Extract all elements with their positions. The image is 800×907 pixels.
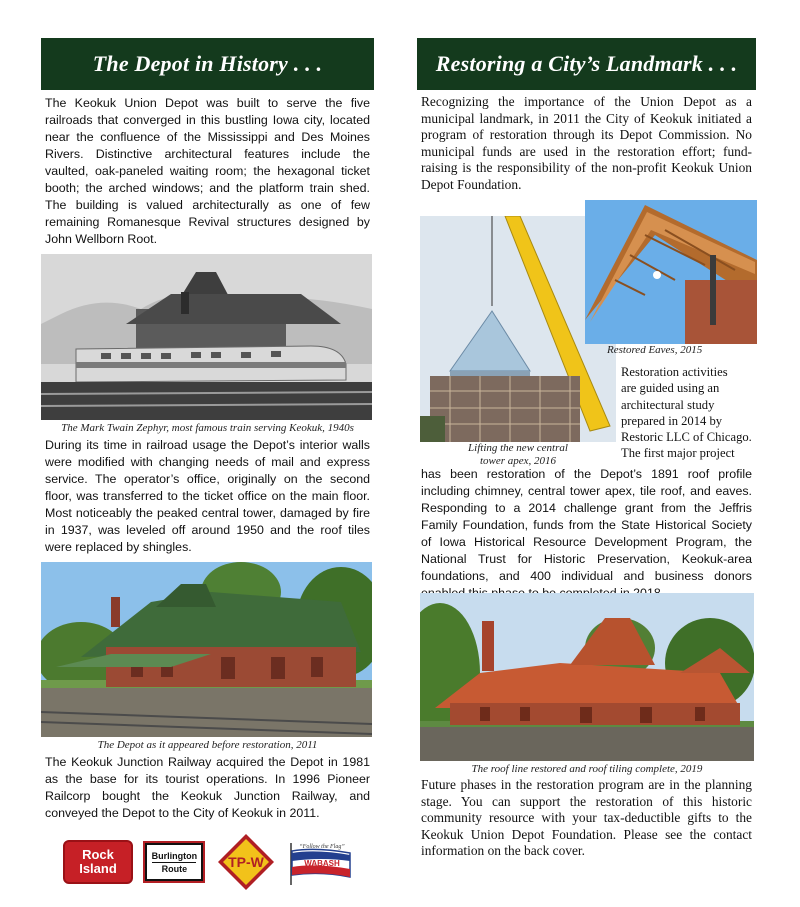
zephyr-photo-illustration <box>41 254 372 420</box>
railroad-logos <box>63 832 356 892</box>
side-text-line4: prepared in 2014 by <box>621 413 723 428</box>
rock-island-logo-line2: Island <box>79 861 117 876</box>
before-restoration-photo <box>41 562 372 737</box>
history-closing: The Keokuk Junction Railway acquired the Depot in 1981 as the base for its tourist operations. In 1996 Pioneer Railcorp bought the Keokuk Junction Railway, and conveyed the Depot to the City of Keokuk in 2011. <box>45 755 370 820</box>
side-text-line6: The first major project <box>621 446 735 461</box>
restoration-closing: Future phases in the restoration program are in the planning stage. You can support the restoration of this historic community resource with your tax-deductible gifts to the Keokuk Union Depot Foundation. Please see the contact information on the back cover. <box>421 777 752 858</box>
crane-caption-line1: Lifting the new central <box>468 442 568 454</box>
tpw-diamond-icon <box>216 832 276 892</box>
side-text-line2: are guided using an <box>621 381 720 396</box>
left-column <box>41 38 374 892</box>
right-column <box>417 38 756 898</box>
before-caption: The Depot as it appeared before restoration, 2011 <box>97 739 318 751</box>
restoration-side-text <box>621 364 755 462</box>
tpw-logo <box>216 832 276 892</box>
rock-island-logo <box>63 840 133 884</box>
after-caption: The roof line restored and roof tiling complete, 2019 <box>471 763 703 775</box>
tpw-logo-text: TP-W <box>227 854 264 870</box>
wabash-motto-text: “Follow the Flag” <box>299 844 345 850</box>
burlington-logo-line1: Burlington <box>151 850 198 861</box>
burlington-logo-line2: Route <box>161 863 188 874</box>
zephyr-photo <box>41 254 372 420</box>
side-text-line3: architectural study <box>621 397 715 412</box>
restoration-intro: Recognizing the importance of the Union Depot as a municipal landmark, in 2011 the City of Keokuk initiated a program of restoration through its Depot Commission. No municipal funds are used in the restoration effort; fund-raising is the responsibility of the non-profit Keokuk Union Depot Foundation. <box>421 94 752 192</box>
after-photo-illustration <box>420 593 754 761</box>
side-text-line1: Restoration activities <box>621 365 728 379</box>
eaves-caption: Restored Eaves, 2015 <box>607 344 703 356</box>
zephyr-caption: The Mark Twain Zephyr, most famous train serving Keokuk, 1940s <box>61 422 354 434</box>
crane-caption <box>420 442 616 468</box>
after-restoration-photo <box>420 593 754 761</box>
wabash-logo <box>286 839 356 885</box>
eaves-photo <box>585 200 757 344</box>
burlington-route-logo <box>143 841 205 883</box>
rock-island-logo-line1: Rock <box>82 847 114 862</box>
right-banner: Restoring a City’s Landmark . . . <box>417 38 756 90</box>
eaves-photo-illustration <box>585 200 757 344</box>
before-photo-illustration <box>41 562 372 737</box>
side-text-line5: Restoric LLC of Chicago. <box>621 430 752 445</box>
crane-caption-line2: tower apex, 2016 <box>479 455 557 467</box>
history-intro: The Keokuk Union Depot was built to serve the five railroads that converged in this bustling Iowa city, located near the confluence of the Mississippi and Des Moines Rivers. Distinctive architectural features include the vaulted, oak-paneled waiting room; the hexagonal ticket booth; the arched windows; and the platform train shed. The building is valued architecturally as one of few remaining Romanesque Revival structures designed by John Wellborn Root. <box>45 96 370 246</box>
restoration-continued: has been restoration of the Depot’s 1891 roof profile including chimney, central tower apex, tile roof, and eaves. Responding to a 2014 challenge grant from the Jeffris Family Foundation, funds from the State Historical Society of Iowa Historical Resource Development Program, the National Trust for Historic Preservation, Keokuk-area foundations, and 400 individual and business donors <box>421 467 752 583</box>
wabash-logo-text: WABASH <box>304 859 340 868</box>
left-banner: The Depot in History . . . <box>41 38 374 90</box>
history-middle: During its time in railroad usage the Depot’s interior walls were modified with changing needs of mail and express service. The operator’s office, originally on the second floor, was transferred to the ticket office on the main floor. Most noticeably the peaked central tower, damaged by fire in 1937, was leveled off around 1950 and the roof tiles were replaced by shingles. <box>45 438 370 554</box>
wabash-flag-icon <box>286 839 356 885</box>
